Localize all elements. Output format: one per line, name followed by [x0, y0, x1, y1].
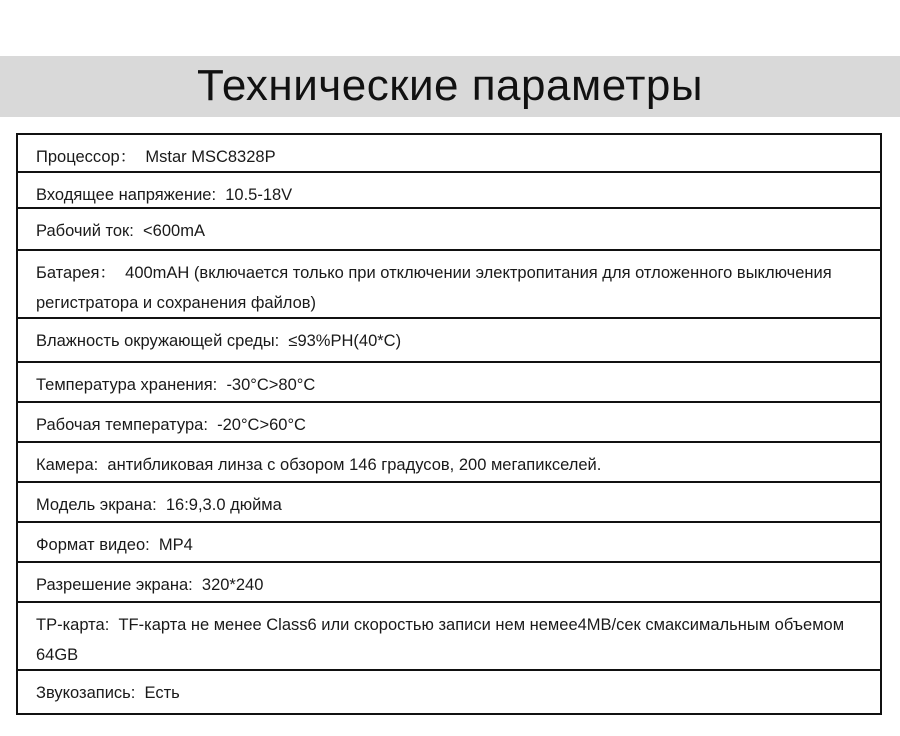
spec-row-camera [18, 441, 880, 481]
spec-value: -20°C>60°C [217, 416, 306, 434]
spec-row-storage-temperature [18, 361, 880, 401]
spec-value: 320*240 [201, 576, 264, 594]
spec-label: Процессор： [36, 148, 137, 166]
spec-row-input-voltage [18, 171, 880, 207]
spec-label: Батарея： [36, 264, 116, 282]
spec-label: Рабочая температура: [36, 416, 208, 434]
spec-value: TF-карта не менее Class6 или скоростью записи нем немее4MB/сек смаксимальным объемом 64GB [36, 616, 849, 664]
spec-row-memory-card [18, 601, 880, 669]
spec-value: 10.5-18V [225, 186, 293, 204]
spec-label: Входящее напряжение: [36, 186, 217, 204]
spec-label: Влажность окружающей среды: [36, 332, 280, 350]
spec-value: Есть [144, 684, 180, 702]
spec-row-working-current [18, 207, 880, 249]
spec-label: TP-карта: [36, 616, 110, 634]
spec-row-processor [18, 135, 880, 171]
spec-label: Камера: [36, 456, 99, 474]
spec-row-video-format [18, 521, 880, 561]
spec-row-screen-model [18, 481, 880, 521]
spec-value: <600mA [143, 222, 205, 240]
spec-row-operating-temperature [18, 401, 880, 441]
spec-label: Разрешение экрана: [36, 576, 193, 594]
spec-value: 400mAH (включается только при отключении электропитания для отложенного выключения регистратора и сохранения файлов) [36, 264, 837, 312]
spec-label: Звукозапись: [36, 684, 136, 702]
spec-label: Формат видео: [36, 536, 150, 554]
spec-label: Модель экрана: [36, 496, 157, 514]
spec-value: -30°C>80°C [226, 376, 316, 394]
spec-row-screen-resolution [18, 561, 880, 601]
title-banner [0, 56, 900, 117]
spec-row-humidity [18, 317, 880, 361]
spec-value: антибликовая линза с обзором 146 градусов, 200 мегапикселей. [107, 456, 602, 474]
spec-row-audio-recording [18, 669, 880, 713]
spec-value: Mstar MSC8328P [145, 148, 276, 166]
spec-label: Температура хранения: [36, 376, 218, 394]
spec-value: ≤93%PH(40*C) [288, 332, 402, 350]
page-title: Технические параметры [197, 60, 703, 110]
spec-label: Рабочий ток: [36, 222, 134, 240]
spec-table [16, 133, 882, 715]
spec-value: 16:9,3.0 дюйма [165, 496, 282, 514]
spec-value: MP4 [158, 536, 193, 554]
spec-row-battery [18, 249, 880, 317]
